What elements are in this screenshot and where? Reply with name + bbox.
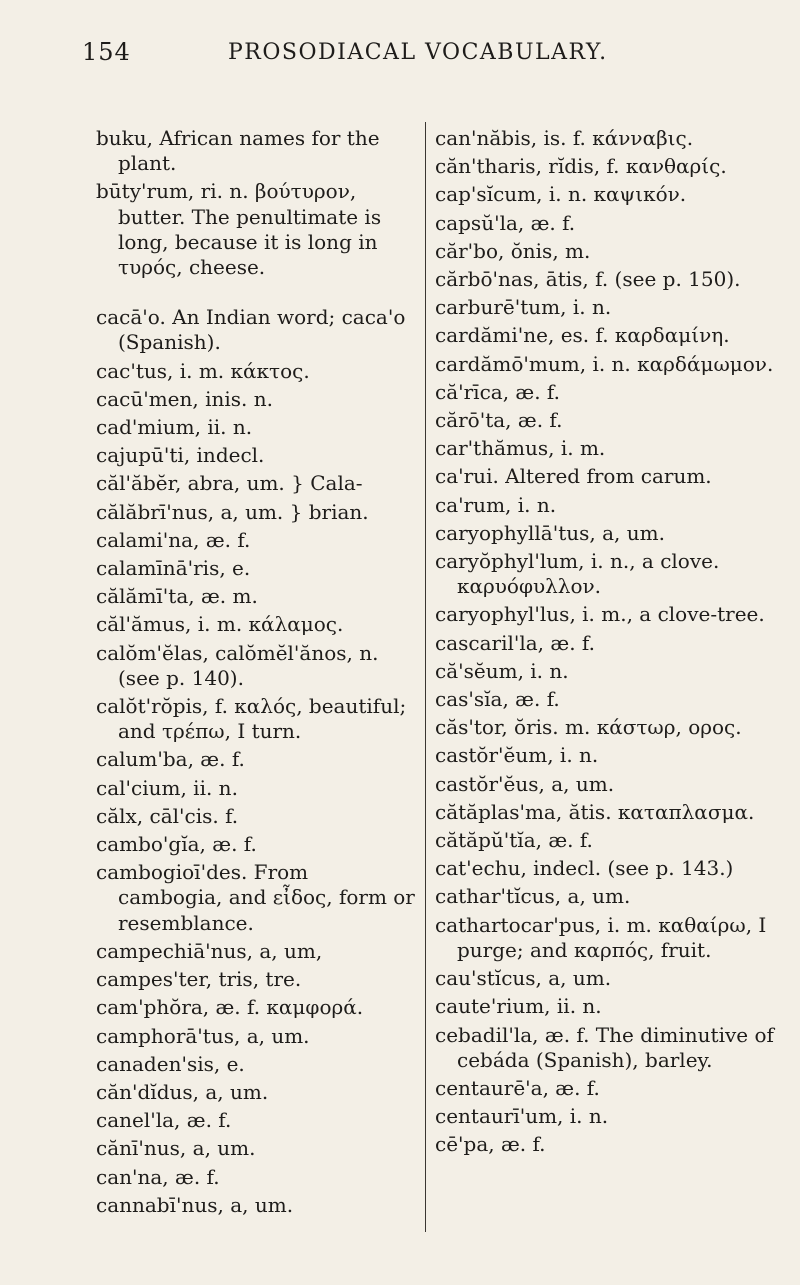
vocabulary-entry: cannabī'nus, a, um. [96,1192,294,1217]
column-divider [425,122,426,1232]
vocabulary-entry: centaurē'a, æ. f. [435,1075,600,1100]
vocabulary-entry: cănī'nus, a, um. [96,1136,256,1161]
page-header [82,38,762,78]
vocabulary-entry: calŏm'ĕlas, calŏmĕl'ănos, n. (see p. 140). [96,640,379,690]
vocabulary-entry: castŏr'ĕus, a, um. [435,771,615,796]
vocabulary-entry: cărbō'nas, ātis, f. (see p. 150). [435,267,741,292]
vocabulary-entry: călăbrī'nus, a, um. } brian. [96,499,369,524]
vocabulary-entry: călămī'ta, æ. m. [96,584,258,609]
vocabulary-entry: călx, cāl'cis. f. [96,803,239,828]
vocabulary-entry: cas'sĭa, æ. f. [435,687,560,712]
vocabulary-entry: buku, African names for the plant. [96,126,380,176]
vocabulary-entry: calami'na, æ. f. [96,527,251,552]
vocabulary-entry: calamīnā'ris, e. [96,556,251,581]
vocabulary-entry: cardămi'ne, es. f. καρδαμίνη. [435,323,730,348]
vocabulary-entry: būty'rum, ri. n. βούτυρον, butter. The penultimate is long, because it is long in τυρός, cheese. [96,179,382,280]
vocabulary-entry: canel'la, æ. f. [96,1108,232,1133]
vocabulary-entry: cal'cium, ii. n. [96,775,238,800]
vocabulary-entry: cau'stĭcus, a, um. [435,966,612,991]
vocabulary-entry: capsŭ'la, æ. f. [435,210,576,235]
vocabulary-entry: caryŏphyl'lum, i. n., a clove. καρυόφυλλον. [435,549,720,599]
vocabulary-entry: cebadil'la, æ. f. The diminutive of cebáda (Spanish), barley. [435,1022,774,1072]
page-number: 154 [82,38,131,66]
vocabulary-entry: can'na, æ. f. [96,1164,220,1189]
right-column [435,126,775,1161]
vocabulary-entry: cam'phŏra, æ. f. καμφορά. [96,995,364,1020]
vocabulary-entry: cajupū'ti, indecl. [96,443,265,468]
vocabulary-entry: cap'sĭcum, i. n. καψικόν. [435,182,687,207]
vocabulary-entry: caryophyl'lus, i. m., a clove-tree. [435,602,765,627]
vocabulary-entry: camphorā'tus, a, um. [96,1023,310,1048]
vocabulary-entry: cambogioī'des. From cambogia, and εἶδος, form or resemblance. [96,860,415,935]
vocabulary-entry: căl'ămus, i. m. κάλαμος. [96,612,344,637]
vocabulary-entry: că'sĕum, i. n. [435,658,569,683]
vocabulary-entry: cē'pa, æ. f. [435,1132,546,1157]
vocabulary-entry: campes'ter, tris, tre. [96,967,302,992]
vocabulary-entry: cathartocar'pus, i. m. καθαίρω, I purge; and καρπός, fruit. [435,912,767,962]
vocabulary-entry: can'năbis, is. f. κάνναβις. [435,126,694,150]
vocabulary-entry: ca'rui. Altered from carum. [435,464,712,489]
vocabulary-entry: cătăpŭ'tĭa, æ. f. [435,828,593,853]
vocabulary-entry: carburē'tum, i. n. [435,295,612,320]
vocabulary-entry: căn'tharis, rĭdis, f. κανθαρίς. [435,154,727,179]
vocabulary-entry: că'rīca, æ. f. [435,379,560,404]
vocabulary-entry: căr'bo, ŏnis, m. [435,238,591,263]
vocabulary-entry: cătăplas'ma, ătis. καταπλασμα. [435,799,755,824]
vocabulary-entry: cardămō'mum, i. n. καρδάμωμον. [435,351,774,376]
vocabulary-entry: cad'mium, ii. n. [96,415,253,440]
vocabulary-entry: cathar'tĭcus, a, um. [435,884,631,909]
vocabulary-entry: car'thămus, i. m. [435,436,606,461]
vocabulary-entry: căn'dĭdus, a, um. [96,1079,269,1104]
vocabulary-entry: cat'echu, indecl. (see p. 143.) [435,856,734,881]
vocabulary-entry: cambo'gĭa, æ. f. [96,832,257,857]
running-head: PROSODIACAL VOCABULARY. [228,40,608,65]
vocabulary-entry: campechiā'nus, a, um, [96,938,323,963]
vocabulary-entry: calum'ba, æ. f. [96,747,245,772]
vocabulary-entry: cacā'o. An Indian word; caca'o (Spanish). [96,305,406,355]
vocabulary-entry: canaden'sis, e. [96,1051,245,1076]
vocabulary-entry: centaurī'um, i. n. [435,1104,609,1129]
vocabulary-entry: ca'rum, i. n. [435,492,557,517]
left-column [96,126,418,1221]
vocabulary-entry: cac'tus, i. m. κάκτος. [96,358,310,383]
vocabulary-entry: caryophyllā'tus, a, um. [435,520,665,545]
vocabulary-entry: cascaril'la, æ. f. [435,630,595,655]
vocabulary-entry: cărō'ta, æ. f. [435,408,563,433]
vocabulary-entry: caute'rium, ii. n. [435,994,602,1019]
vocabulary-entry: castŏr'ĕum, i. n. [435,743,599,768]
vocabulary-entry: căl'ăbĕr, abra, um. } Cala- [96,471,363,496]
vocabulary-entry: cacū'men, inis. n. [96,386,273,411]
vocabulary-entry: calŏt'rŏpis, f. καλός, beautiful; and τρέπω, I turn. [96,694,407,744]
vocabulary-entry: căs'tor, ŏris. m. κάστωρ, ορος. [435,715,742,740]
